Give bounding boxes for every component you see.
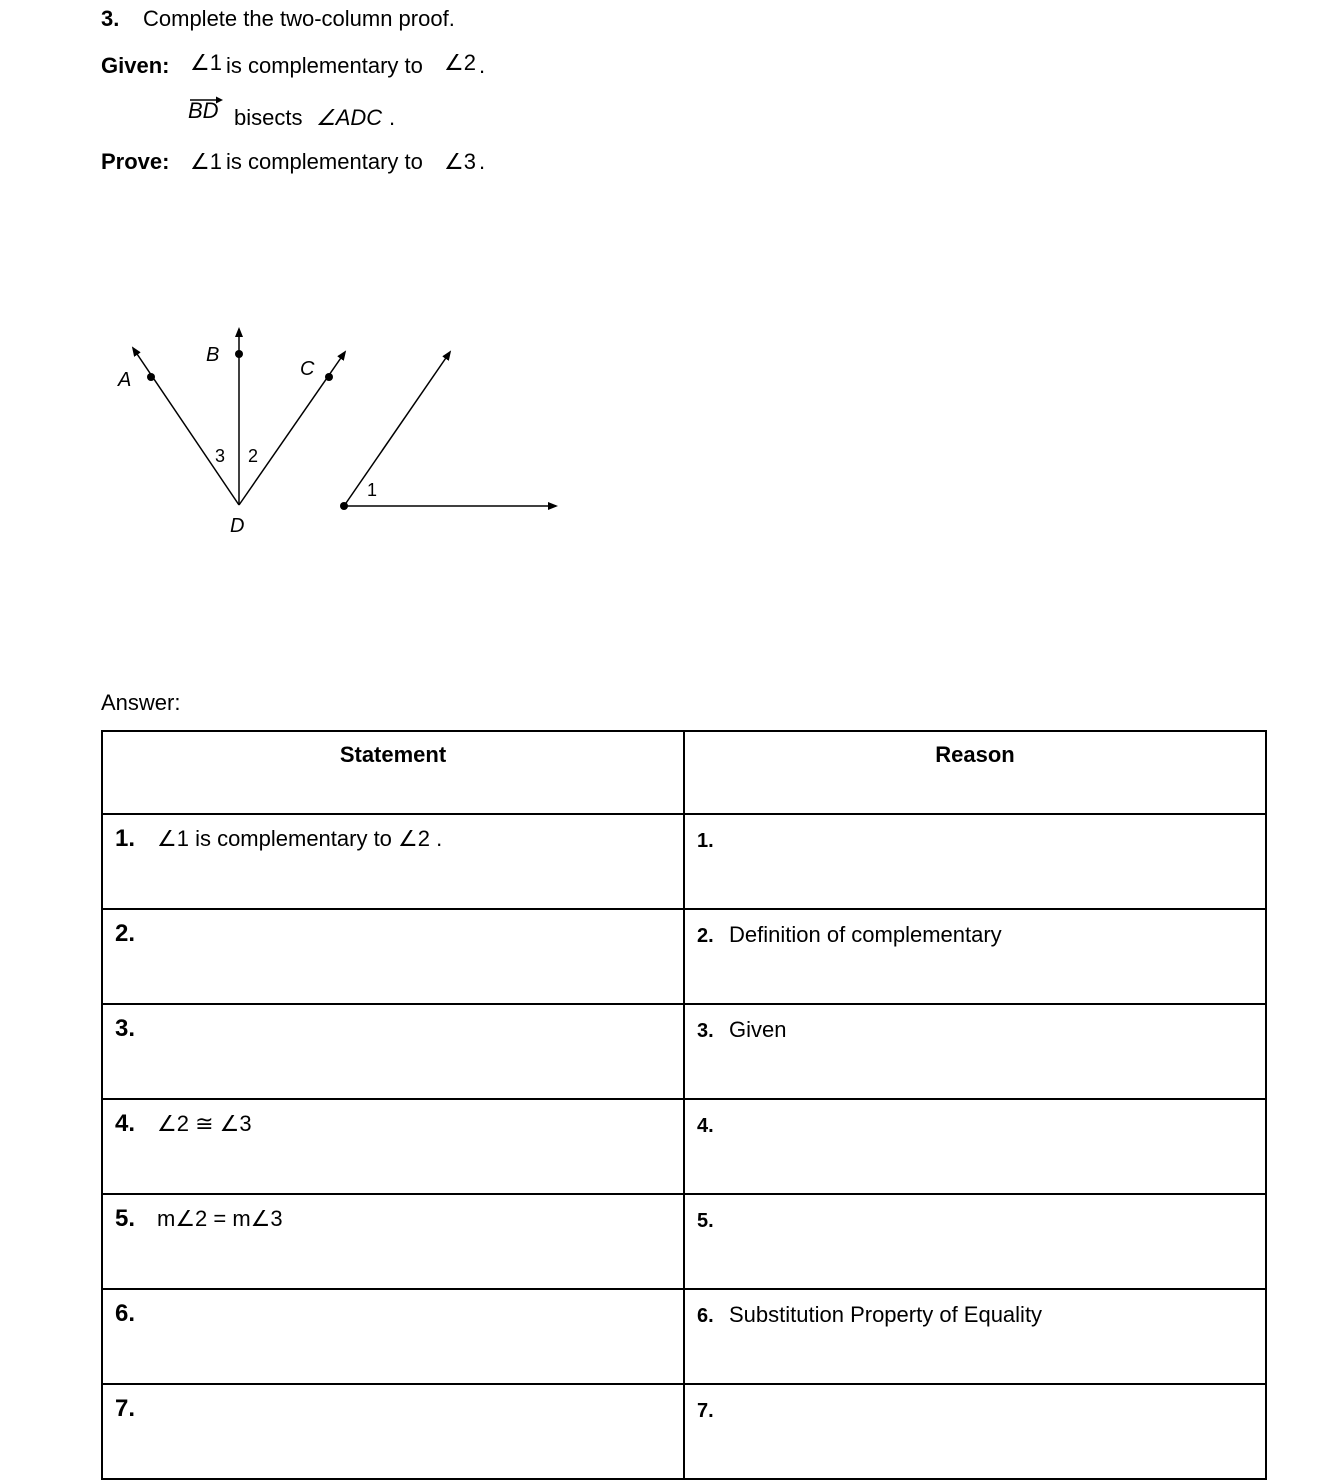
given-angle-2: ∠2 [444, 50, 476, 75]
angle1-vertex-dot [340, 502, 348, 510]
question-number: 3. [101, 6, 120, 31]
point-a-dot [147, 373, 155, 381]
proof-row [102, 1194, 1266, 1289]
reason-number: 5. [697, 1210, 714, 1232]
label-angle-1: 1 [367, 480, 378, 500]
reason-cell[interactable] [684, 1099, 1266, 1194]
reason-number: 6. [697, 1305, 714, 1327]
statement-cell[interactable] [102, 1194, 684, 1289]
reason-text: Substitution Property of Equality [729, 1302, 1043, 1327]
reason-number: 4. [697, 1115, 714, 1137]
reason-cell[interactable] [684, 909, 1266, 1004]
proof-row [102, 1099, 1266, 1194]
label-angle-2: 2 [248, 446, 259, 466]
proof-row [102, 1004, 1266, 1099]
answer-label: Answer: [101, 690, 181, 715]
proof-row [102, 1384, 1266, 1479]
reason-cell[interactable] [684, 1289, 1266, 1384]
statement-number: 1. [115, 825, 136, 852]
given-text-1: is complementary to [226, 53, 423, 78]
statement-cell[interactable] [102, 909, 684, 1004]
statement-cell[interactable] [102, 1004, 684, 1099]
reason-number: 3. [697, 1020, 714, 1042]
statement-number: 2. [115, 920, 136, 947]
statement-text: ∠1 is complementary to ∠2 . [157, 826, 443, 851]
prove-angle-1: ∠1 [190, 149, 222, 174]
given-text-2: bisects [234, 105, 303, 130]
statement-text: ∠2 ≅ ∠3 [157, 1111, 252, 1136]
statement-number: 7. [115, 1395, 136, 1422]
header-statement: Statement [102, 731, 684, 814]
given-period-1: . [479, 53, 486, 78]
reason-cell[interactable] [684, 814, 1266, 909]
reason-text: Definition of complementary [729, 922, 1002, 947]
point-c-dot [325, 373, 333, 381]
proof-row [102, 1289, 1266, 1384]
statement-cell[interactable] [102, 1384, 684, 1479]
statement-number: 3. [115, 1015, 136, 1042]
reason-cell[interactable] [684, 1004, 1266, 1099]
proof-table [101, 730, 1267, 1480]
reason-text: Given [729, 1017, 787, 1042]
prove-period: . [479, 149, 486, 174]
statement-cell[interactable] [102, 1099, 684, 1194]
label-point-b: B [206, 344, 220, 366]
point-b-dot [235, 350, 243, 358]
ray-da [133, 348, 239, 505]
reason-number: 2. [697, 925, 714, 947]
statement-number: 6. [115, 1300, 136, 1327]
question-instruction: Complete the two-column proof. [143, 6, 455, 31]
label-angle-3: 3 [215, 446, 226, 466]
prove-label: Prove: [101, 149, 170, 174]
proof-row [102, 814, 1266, 909]
given-angle-1: ∠1 [190, 50, 222, 75]
prove-angle-3: ∠3 [444, 149, 476, 174]
statement-cell[interactable] [102, 1289, 684, 1384]
label-point-a: A [118, 369, 132, 391]
label-point-d: D [230, 515, 245, 537]
given-label: Given: [101, 53, 170, 78]
statement-text: m∠2 = m∠3 [157, 1206, 283, 1231]
reason-cell[interactable] [684, 1194, 1266, 1289]
angle1-ray-upper [344, 352, 450, 506]
prove-text: is complementary to [226, 149, 423, 174]
reason-number: 1. [697, 830, 714, 852]
statement-cell[interactable] [102, 814, 684, 909]
header-reason: Reason [684, 731, 1266, 814]
proof-row [102, 909, 1266, 1004]
geometry-figure [100, 320, 570, 550]
label-point-c: C [300, 358, 315, 380]
reason-number: 7. [697, 1400, 714, 1422]
statement-number: 4. [115, 1110, 136, 1137]
reason-cell[interactable] [684, 1384, 1266, 1479]
ray-bd: BD [188, 98, 219, 123]
statement-number: 5. [115, 1205, 136, 1232]
given-angle-adc: ∠ADC [316, 105, 383, 130]
given-period-2: . [389, 105, 396, 130]
